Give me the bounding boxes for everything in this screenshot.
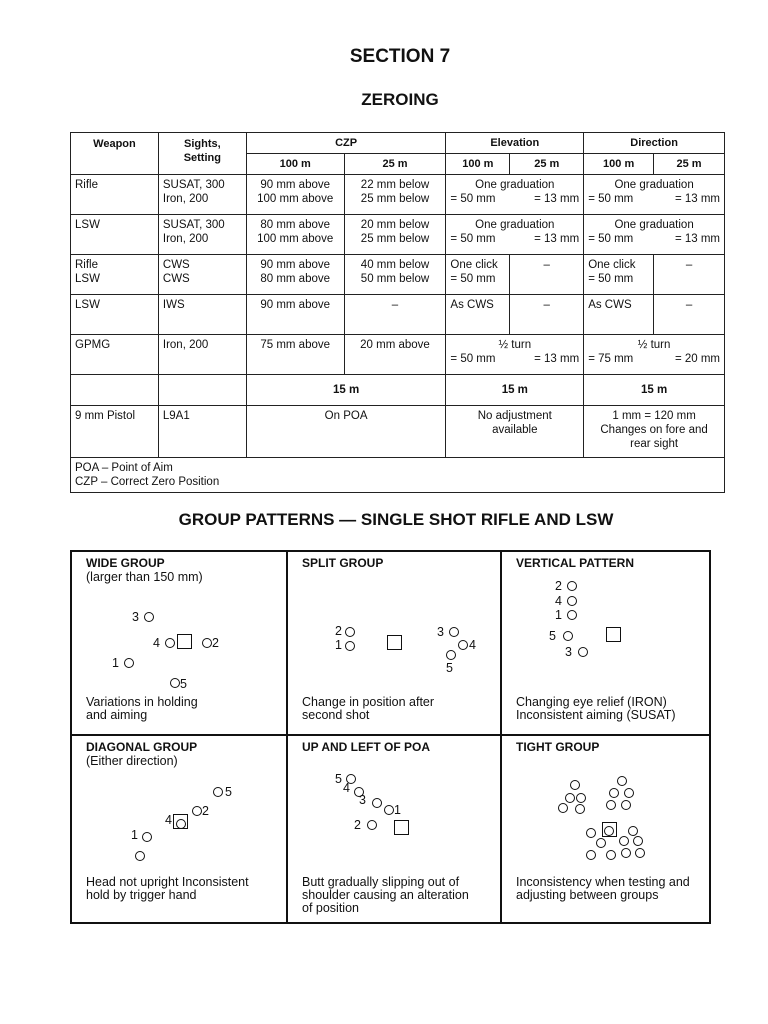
shot-number-label: 2 [335, 624, 342, 638]
legend-row [71, 458, 725, 493]
shot-hole-mark [165, 638, 175, 648]
zeroing-table [70, 132, 725, 493]
pattern-cell [72, 736, 286, 924]
pistol-elevation: No adjustment available [446, 406, 584, 458]
pistol-czp: On POA [246, 406, 446, 458]
shot-number-label: 2 [202, 804, 209, 818]
shot-hole-mark [144, 612, 154, 622]
shot-number-label: 5 [225, 785, 232, 799]
pattern-description: Variations in holding and aiming [86, 695, 198, 722]
pattern-cell [502, 736, 711, 924]
shot-number-label: 3 [437, 625, 444, 639]
czp-100-cell: 90 mm above 80 mm above [246, 255, 344, 295]
pattern-description: Head not upright Inconsistent hold by trigger hand [86, 875, 249, 902]
table-row [71, 335, 725, 375]
shot-hole-mark [586, 850, 596, 860]
direction-25-cell: – [654, 295, 725, 335]
direction-cell: One graduation = 50 mm = 13 mm [584, 175, 725, 215]
shot-hole-mark [176, 819, 186, 829]
range-15m-row [71, 375, 725, 406]
shot-hole-mark [563, 631, 573, 641]
shot-hole-mark [135, 851, 145, 861]
header-dir-100: 100 m [584, 154, 654, 175]
shot-hole-mark [458, 640, 468, 650]
weapon-cell: Rifle [71, 175, 159, 215]
pattern-cell [288, 552, 500, 734]
pattern-description: Butt gradually slipping out of shoulder causing an alteration of position [302, 875, 469, 915]
pattern-title: TIGHT GROUP [516, 740, 600, 754]
elevation-25-cell: – [510, 295, 584, 335]
shot-number-label: 4 [165, 813, 172, 827]
header-elev-100: 100 m [446, 154, 510, 175]
sights-cell: CWS CWS [158, 255, 246, 295]
header-dir-25: 25 m [654, 154, 725, 175]
range-15m-czp: 15 m [246, 375, 446, 406]
shot-number-label: 4 [469, 638, 476, 652]
elevation-cell: One graduation = 50 mm = 13 mm [446, 215, 584, 255]
shot-number-label: 1 [394, 803, 401, 817]
shot-number-label: 3 [132, 610, 139, 624]
shot-number-label: 4 [555, 594, 562, 608]
pattern-description: Change in position after second shot [302, 695, 435, 722]
shot-hole-mark [570, 780, 580, 790]
elevation-100-cell: One click = 50 mm [446, 255, 510, 295]
sights-cell: SUSAT, 300 Iron, 200 [158, 175, 246, 215]
shot-hole-mark [567, 596, 577, 606]
elevation-25-cell: – [510, 255, 584, 295]
shot-hole-mark [372, 798, 382, 808]
pistol-direction: 1 mm = 120 mm Changes on fore and rear sight [584, 406, 725, 458]
shot-hole-mark [609, 788, 619, 798]
shot-number-label: 1 [335, 638, 342, 652]
pattern-title: VERTICAL PATTERN [516, 556, 635, 570]
pistol-weapon: 9 mm Pistol [71, 406, 159, 458]
shot-hole-mark [617, 776, 627, 786]
pattern-description: Inconsistency when testing and adjusting between groups [516, 875, 690, 902]
direction-100-cell: One click = 50 mm [584, 255, 654, 295]
header-elevation: Elevation [446, 133, 584, 154]
direction-cell: One graduation = 50 mm = 13 mm [584, 215, 725, 255]
elevation-cell: One graduation = 50 mm = 13 mm [446, 175, 584, 215]
direction-100-cell: As CWS [584, 295, 654, 335]
page-title: ZEROING [361, 90, 439, 109]
pattern-description: Changing eye relief (IRON) Inconsistent aiming (SUSAT) [516, 695, 676, 722]
czp-25-cell: – [344, 295, 446, 335]
shot-hole-mark [635, 848, 645, 858]
czp-25-cell: 40 mm below 50 mm below [344, 255, 446, 295]
shot-number-label: 1 [131, 828, 138, 842]
table-row [71, 295, 725, 335]
shot-hole-mark [596, 838, 606, 848]
point-of-aim-square [387, 635, 402, 650]
shot-hole-mark [213, 787, 223, 797]
czp-100-cell: 75 mm above [246, 335, 344, 375]
shot-number-label: 4 [343, 781, 350, 795]
table-row [71, 175, 725, 215]
pattern-cell [72, 552, 286, 734]
shot-hole-mark [446, 650, 456, 660]
direction-25-cell: – [654, 255, 725, 295]
elevation-100-cell: As CWS [446, 295, 510, 335]
weapon-cell: LSW [71, 215, 159, 255]
group-patterns-grid [70, 550, 711, 924]
table-row [71, 255, 725, 295]
shot-hole-mark [575, 804, 585, 814]
pattern-title: SPLIT GROUP [302, 556, 384, 570]
legend-poa: POA – Point of Aim [75, 462, 173, 474]
shot-hole-mark [192, 806, 202, 816]
point-of-aim-square [606, 627, 621, 642]
shot-hole-mark [606, 800, 616, 810]
section-title: SECTION 7 [349, 46, 451, 67]
shot-hole-mark [345, 627, 355, 637]
shot-number-label: 2 [212, 636, 219, 650]
shot-hole-mark [170, 678, 180, 688]
range-15m-direction: 15 m [584, 375, 725, 406]
pattern-title: DIAGONAL GROUP [86, 740, 198, 754]
weapon-cell: Rifle LSW [71, 255, 159, 295]
shot-hole-mark [142, 832, 152, 842]
shot-hole-mark [449, 627, 459, 637]
shot-hole-mark [578, 647, 588, 657]
shot-hole-mark [586, 828, 596, 838]
pattern-title: WIDE GROUP [86, 556, 165, 570]
czp-100-cell: 90 mm above 100 mm above [246, 175, 344, 215]
header-weapon: Weapon [71, 133, 159, 175]
shot-number-label: 1 [555, 608, 562, 622]
header-czp-25: 25 m [344, 154, 446, 175]
point-of-aim-square [177, 634, 192, 649]
shot-hole-mark [628, 826, 638, 836]
shot-number-label: 5 [549, 629, 556, 643]
shot-hole-mark [384, 805, 394, 815]
sights-cell: IWS [158, 295, 246, 335]
czp-25-cell: 20 mm above [344, 335, 446, 375]
pattern-cell [502, 552, 711, 734]
shot-number-label: 3 [565, 645, 572, 659]
shot-number-label: 3 [359, 793, 366, 807]
shot-number-label: 4 [153, 636, 160, 650]
shot-hole-mark [124, 658, 134, 668]
czp-100-cell: 90 mm above [246, 295, 344, 335]
header-czp-100: 100 m [246, 154, 344, 175]
shot-number-label: 5 [335, 772, 342, 786]
elevation-cell: ½ turn = 50 mm = 13 mm [446, 335, 584, 375]
pattern-subtitle: (larger than 150 mm) [86, 570, 203, 584]
shot-hole-mark [624, 788, 634, 798]
header-sights: Sights, Setting [158, 133, 246, 175]
pattern-title: UP AND LEFT OF POA [302, 740, 431, 754]
point-of-aim-square [394, 820, 409, 835]
shot-hole-mark [604, 826, 614, 836]
czp-25-cell: 20 mm below 25 mm below [344, 215, 446, 255]
shot-hole-mark [621, 848, 631, 858]
sights-cell: Iron, 200 [158, 335, 246, 375]
shot-hole-mark [606, 850, 616, 860]
weapon-cell: GPMG [71, 335, 159, 375]
table-legend [71, 458, 725, 493]
shot-hole-mark [367, 820, 377, 830]
pattern-subtitle: (Either direction) [86, 754, 178, 768]
sights-cell: SUSAT, 300 Iron, 200 [158, 215, 246, 255]
group-patterns-heading: GROUP PATTERNS — SINGLE SHOT RIFLE AND LSW [178, 510, 614, 529]
shot-number-label: 5 [446, 661, 453, 675]
legend-czp: CZP – Correct Zero Position [75, 476, 220, 488]
header-elev-25: 25 m [510, 154, 584, 175]
shot-number-label: 2 [555, 579, 562, 593]
shot-hole-mark [565, 793, 575, 803]
shot-hole-mark [558, 803, 568, 813]
shot-number-label: 1 [112, 656, 119, 670]
shot-number-label: 2 [354, 818, 361, 832]
shot-hole-mark [619, 836, 629, 846]
range-15m-elevation: 15 m [446, 375, 584, 406]
table-row [71, 215, 725, 255]
pistol-row [71, 406, 725, 458]
pistol-sights: L9A1 [158, 406, 246, 458]
shot-hole-mark [567, 581, 577, 591]
header-direction: Direction [584, 133, 725, 154]
shot-number-label: 5 [180, 677, 187, 691]
shot-hole-mark [345, 641, 355, 651]
shot-hole-mark [621, 800, 631, 810]
weapon-cell: LSW [71, 295, 159, 335]
pattern-cell [288, 736, 500, 924]
header-czp: CZP [246, 133, 446, 154]
czp-100-cell: 80 mm above 100 mm above [246, 215, 344, 255]
table-header-row [71, 133, 725, 154]
shot-hole-mark [576, 793, 586, 803]
direction-cell: ½ turn = 75 mm = 20 mm [584, 335, 725, 375]
shot-hole-mark [202, 638, 212, 648]
shot-hole-mark [567, 610, 577, 620]
shot-hole-mark [633, 836, 643, 846]
czp-25-cell: 22 mm below 25 mm below [344, 175, 446, 215]
